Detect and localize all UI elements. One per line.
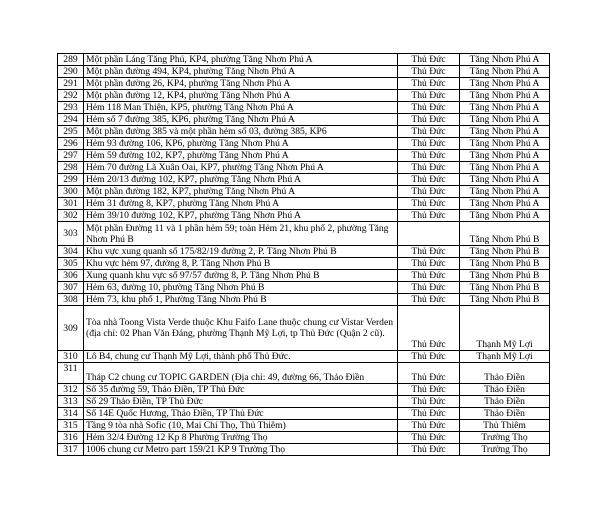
district-cell: Thủ Đức xyxy=(398,138,460,150)
location-description: Tòa nhà Toong Vista Verde thuộc Khu Faifo Lane thuộc chung cư Vistar Verden (địa chỉ: 02 Phan Văn Đáng, phường Thạnh Mỹ Lợi, tp Thủ Đức (Quận 2 cũ). xyxy=(84,306,398,351)
row-number: 309 xyxy=(58,306,84,351)
district-cell: Thủ Đức xyxy=(398,408,460,420)
district-cell xyxy=(398,222,460,246)
location-description: Hẻm 70 đường Lã Xuân Oai, KP7, phường Tăng Nhơn Phú A xyxy=(84,162,398,174)
table-row xyxy=(58,78,550,90)
district-cell: Thủ Đức xyxy=(398,420,460,432)
district-cell: Thủ Đức xyxy=(398,384,460,396)
ward-cell: Thủ Thiêm xyxy=(460,420,550,432)
table-row xyxy=(58,66,550,78)
ward-cell: Thảo Điền xyxy=(460,396,550,408)
district-cell: Thủ Đức xyxy=(398,162,460,174)
row-number: 307 xyxy=(58,282,84,294)
address-table xyxy=(57,53,550,456)
district-cell: Thủ Đức xyxy=(398,198,460,210)
location-description: Tháp C2 chung cư TOPIC GARDEN (Địa chỉ: 49, đường 66, Thảo Điền xyxy=(84,363,398,384)
ward-cell: Tăng Nhơn Phú A xyxy=(460,138,550,150)
table-row xyxy=(58,270,550,282)
location-description: Số 29 Thảo Điền, TP Thủ Đức xyxy=(84,396,398,408)
ward-cell: Trường Thọ xyxy=(460,444,550,456)
ward-cell: Thảo Điền xyxy=(460,363,550,384)
table-row xyxy=(58,210,550,222)
ward-cell: Thảo Điền xyxy=(460,408,550,420)
row-number: 289 xyxy=(58,54,84,66)
row-number: 301 xyxy=(58,198,84,210)
ward-cell: Thạnh Mỹ Lợi xyxy=(460,351,550,363)
table-row xyxy=(58,198,550,210)
location-description: Hẻm 59 đường 102, KP7, phường Tăng Nhơn Phú A xyxy=(84,150,398,162)
district-cell: Thủ Đức xyxy=(398,363,460,384)
district-cell: Thủ Đức xyxy=(398,270,460,282)
location-description: Một phần đường 12, KP4, phường Tăng Nhơn Phú A xyxy=(84,90,398,102)
table-row xyxy=(58,384,550,396)
document-page xyxy=(57,53,550,456)
location-description: Lô B4, chung cư Thạnh Mỹ Lợi, thành phố Thủ Đức. xyxy=(84,351,398,363)
district-cell: Thủ Đức xyxy=(398,102,460,114)
ward-cell: Tăng Nhơn Phú A xyxy=(460,174,550,186)
location-description: Hẻm số 7 đường 385, KP6, phường Tăng Nhơn Phú A xyxy=(84,114,398,126)
row-number: 312 xyxy=(58,384,84,396)
district-cell: Thủ Đức xyxy=(398,432,460,444)
district-cell: Thủ Đức xyxy=(398,258,460,270)
table-row xyxy=(58,306,550,351)
ward-cell: Tăng Nhơn Phú A xyxy=(460,114,550,126)
ward-cell: Tăng Nhơn Phú B xyxy=(460,270,550,282)
row-number: 295 xyxy=(58,126,84,138)
row-number: 314 xyxy=(58,408,84,420)
district-cell: Thủ Đức xyxy=(398,282,460,294)
location-description: Khu vực hẻm 97, đường 8, P. Tăng Nhơn Phú B xyxy=(84,258,398,270)
row-number: 291 xyxy=(58,78,84,90)
district-cell: Thủ Đức xyxy=(398,396,460,408)
location-description: Hẻm 63, đường 10, phường Tăng Nhơn Phú B xyxy=(84,282,398,294)
location-description: Hẻm 73, khu phố 1, Phường Tăng Nhơn Phú B xyxy=(84,294,398,306)
table-row xyxy=(58,186,550,198)
table-row xyxy=(58,258,550,270)
ward-cell: Trường Thọ xyxy=(460,432,550,444)
row-number: 317 xyxy=(58,444,84,456)
table-row xyxy=(58,126,550,138)
location-description: Xung quanh khu vực số 97/57 đường 8, P. Tăng Nhơn Phú B xyxy=(84,270,398,282)
table-row xyxy=(58,282,550,294)
row-number: 306 xyxy=(58,270,84,282)
ward-cell: Tăng Nhơn Phú A xyxy=(460,102,550,114)
row-number: 305 xyxy=(58,258,84,270)
location-description: Một phần đường 182, KP7, phường Tăng Nhơn Phú A xyxy=(84,186,398,198)
district-cell: Thủ Đức xyxy=(398,54,460,66)
table-row xyxy=(58,138,550,150)
table-row xyxy=(58,444,550,456)
row-number: 294 xyxy=(58,114,84,126)
table-row xyxy=(58,174,550,186)
table-row xyxy=(58,408,550,420)
location-description: Khu vực xung quanh số 175/82/19 đường 2, P. Tăng Nhơn Phú B xyxy=(84,246,398,258)
row-number: 293 xyxy=(58,102,84,114)
table-row xyxy=(58,222,550,246)
location-description: 1006 chung cư Metro part 159/21 KP 9 Trường Thọ xyxy=(84,444,398,456)
ward-cell: Tăng Nhơn Phú A xyxy=(460,150,550,162)
district-cell: Thủ Đức xyxy=(398,174,460,186)
district-cell: Thủ Đức xyxy=(398,90,460,102)
table-row xyxy=(58,294,550,306)
ward-cell: Tăng Nhơn Phú A xyxy=(460,198,550,210)
district-cell: Thủ Đức xyxy=(398,246,460,258)
ward-cell: Tăng Nhơn Phú A xyxy=(460,90,550,102)
location-description: Một phần đường 26, KP4, phường Tăng Nhơn Phú A xyxy=(84,78,398,90)
district-cell: Thủ Đức xyxy=(398,444,460,456)
row-number: 299 xyxy=(58,174,84,186)
ward-cell: Tăng Nhơn Phú A xyxy=(460,66,550,78)
district-cell: Thủ Đức xyxy=(398,78,460,90)
table-row xyxy=(58,114,550,126)
district-cell: Thủ Đức xyxy=(398,114,460,126)
table-row xyxy=(58,162,550,174)
district-cell: Thủ Đức xyxy=(398,210,460,222)
row-number: 316 xyxy=(58,432,84,444)
row-number: 300 xyxy=(58,186,84,198)
row-number: 297 xyxy=(58,150,84,162)
address-table-body xyxy=(58,54,550,456)
district-cell: Thủ Đức xyxy=(398,126,460,138)
ward-cell: Tăng Nhơn Phú B xyxy=(460,282,550,294)
ward-cell: Tăng Nhơn Phú B xyxy=(460,294,550,306)
table-row xyxy=(58,102,550,114)
ward-cell: Tăng Nhơn Phú B xyxy=(460,258,550,270)
row-number: 290 xyxy=(58,66,84,78)
row-number: 311 xyxy=(58,363,84,384)
row-number: 292 xyxy=(58,90,84,102)
table-row xyxy=(58,432,550,444)
location-description: Hẻm 93 đường 106, KP6, phường Tăng Nhơn Phú A xyxy=(84,138,398,150)
ward-cell: Tăng Nhơn Phú A xyxy=(460,78,550,90)
location-description: Tầng 9 tòa nhà Sofic (10, Mai Chí Thọ, Thủ Thiêm) xyxy=(84,420,398,432)
district-cell: Thủ Đức xyxy=(398,186,460,198)
location-description: Hẻm 31 đường 8, KP7, phường Tăng Nhơn Phú A xyxy=(84,198,398,210)
table-row xyxy=(58,246,550,258)
location-description: Một phần Láng Tăng Phú, KP4, phường Tăng Nhơn Phú A xyxy=(84,54,398,66)
district-cell: Thủ Đức xyxy=(398,150,460,162)
ward-cell: Tăng Nhơn Phú B xyxy=(460,222,550,246)
location-description: Hẻm 39/10 đường 102, KP7, phường Tăng Nhơn Phú A xyxy=(84,210,398,222)
table-row xyxy=(58,420,550,432)
row-number: 304 xyxy=(58,246,84,258)
location-description: Một phần đường 385 và một phần hẻm số 03, đường 385, KP6 xyxy=(84,126,398,138)
district-cell: Thủ Đức xyxy=(398,351,460,363)
row-number: 313 xyxy=(58,396,84,408)
district-cell: Thủ Đức xyxy=(398,66,460,78)
location-description: Một phần đường 494, KP4, phường Tăng Nhơn Phú A xyxy=(84,66,398,78)
table-row xyxy=(58,363,550,384)
row-number: 315 xyxy=(58,420,84,432)
ward-cell: Tăng Nhơn Phú A xyxy=(460,210,550,222)
location-description: Hẻm 118 Man Thiện, KP5, phường Tăng Nhơn Phú A xyxy=(84,102,398,114)
district-cell: Thủ Đức xyxy=(398,294,460,306)
location-description: Số 14E Quốc Hương, Thảo Điền, TP Thủ Đức xyxy=(84,408,398,420)
ward-cell: Tăng Nhơn Phú A xyxy=(460,186,550,198)
ward-cell: Thạnh Mỹ Lợi xyxy=(460,306,550,351)
location-description: Hẻm 20/13 đường 102, KP7, phường Tăng Nhơn Phú A xyxy=(84,174,398,186)
location-description: Một phần Đường 11 và 1 phần hẻm 59; toàn Hẻm 21, khu phố 2, phường Tăng Nhơn Phú B xyxy=(84,222,398,246)
district-cell: Thủ Đức xyxy=(398,306,460,351)
location-description: Số 35 đường 59, Thảo Điền, TP Thủ Đức xyxy=(84,384,398,396)
row-number: 298 xyxy=(58,162,84,174)
ward-cell: Thảo Điền xyxy=(460,384,550,396)
table-row xyxy=(58,54,550,66)
table-row xyxy=(58,351,550,363)
row-number: 303 xyxy=(58,222,84,246)
row-number: 308 xyxy=(58,294,84,306)
row-number: 302 xyxy=(58,210,84,222)
table-row xyxy=(58,396,550,408)
table-row xyxy=(58,90,550,102)
ward-cell: Tăng Nhơn Phú A xyxy=(460,54,550,66)
ward-cell: Tăng Nhơn Phú A xyxy=(460,126,550,138)
table-row xyxy=(58,150,550,162)
ward-cell: Tăng Nhơn Phú B xyxy=(460,246,550,258)
row-number: 296 xyxy=(58,138,84,150)
ward-cell: Tăng Nhơn Phú A xyxy=(460,162,550,174)
row-number: 310 xyxy=(58,351,84,363)
location-description: Hẻm 32/4 Đường 12 Kp 8 Phường Trường Thọ xyxy=(84,432,398,444)
